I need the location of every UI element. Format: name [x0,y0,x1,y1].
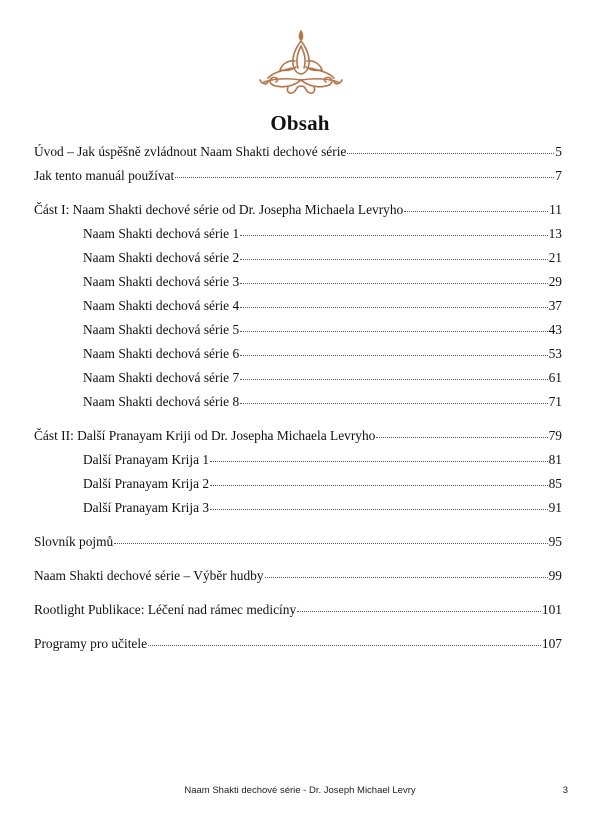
toc-entry-title: Programy pro učitele [34,636,148,651]
toc-entry-title: Naam Shakti dechová série 8 [83,394,240,409]
dot-leader [210,461,548,462]
toc-entry[interactable] [34,534,562,558]
dot-leader [175,177,554,178]
toc-entry[interactable] [34,370,562,394]
table-of-contents [34,144,562,660]
toc-entry-page: 7 [555,168,562,183]
toc-entry-title: Naam Shakti dechová série 1 [83,226,240,241]
dot-leader [240,235,547,236]
toc-entry[interactable] [34,636,562,660]
toc-entry-title: Další Pranayam Krija 3 [83,500,210,515]
toc-entry-page: 107 [541,636,562,651]
toc-entry-page: 13 [548,226,562,241]
toc-entry-title: Část I: Naam Shakti dechové série od Dr. Josepha Michaela Levryho [34,202,404,217]
toc-entry[interactable] [34,144,562,168]
dot-leader [404,211,548,212]
dot-leader [240,283,547,284]
toc-entry-page: 79 [548,428,562,443]
dot-leader [148,645,541,646]
dot-leader [210,485,548,486]
toc-entry-title: Naam Shakti dechová série 5 [83,322,240,337]
toc-entry-page: 71 [548,394,562,409]
dot-leader [347,153,554,154]
toc-entry-page: 91 [548,500,562,515]
dot-leader [240,331,547,332]
toc-entry-title: Naam Shakti dechové série – Výběr hudby [34,568,264,583]
toc-entry[interactable] [34,394,562,418]
toc-entry[interactable] [34,322,562,346]
toc-entry-title: Část II: Další Pranayam Kriji od Dr. Josepha Michaela Levryho [34,428,376,443]
toc-entry-page: 37 [548,298,562,313]
dot-leader [114,543,547,544]
dot-leader [265,577,548,578]
toc-entry[interactable] [34,274,562,298]
toc-entry-title: Naam Shakti dechová série 7 [83,370,240,385]
toc-entry-title: Rootlight Publikace: Léčení nad rámec medicíny [34,602,297,617]
toc-entry-page: 99 [548,568,562,583]
toc-entry-page: 81 [548,452,562,467]
toc-entry-page: 11 [549,202,562,217]
toc-entry-title: Naam Shakti dechová série 6 [83,346,240,361]
toc-entry-title: Další Pranayam Krija 2 [83,476,210,491]
dot-leader [240,379,547,380]
dot-leader [240,355,547,356]
toc-entry-title: Naam Shakti dechová série 4 [83,298,240,313]
page-title: Obsah [270,111,330,135]
dot-leader [240,259,547,260]
toc-entry-title: Další Pranayam Krija 1 [83,452,210,467]
toc-entry-page: 101 [541,602,562,617]
toc-entry[interactable] [34,168,562,192]
page-number: 3 [562,785,568,796]
toc-entry[interactable] [34,500,562,524]
toc-entry-page: 95 [548,534,562,549]
toc-entry-title: Jak tento manuál používat [34,168,175,183]
dot-leader [240,307,547,308]
lotus-flourish-icon [258,30,344,96]
toc-entry-title: Naam Shakti dechová série 2 [83,250,240,265]
footer-text: Naam Shakti dechové série - Dr. Joseph Michael Levry [184,785,416,796]
toc-entry[interactable] [34,476,562,500]
toc-entry-page: 5 [555,144,562,159]
toc-entry-page: 43 [548,322,562,337]
toc-entry[interactable] [34,298,562,322]
toc-entry-page: 21 [548,250,562,265]
toc-entry-title: Úvod – Jak úspěšně zvládnout Naam Shakti dechové série [34,144,347,159]
toc-entry-page: 85 [548,476,562,491]
toc-entry-title: Naam Shakti dechová série 3 [83,274,240,289]
toc-entry[interactable] [34,428,562,452]
toc-entry[interactable] [34,602,562,626]
toc-entry-page: 29 [548,274,562,289]
dot-leader [297,611,541,612]
dot-leader [210,509,548,510]
toc-entry[interactable] [34,226,562,250]
dot-leader [240,403,547,404]
toc-entry[interactable] [34,202,562,226]
toc-entry[interactable] [34,346,562,370]
toc-entry-title: Slovník pojmů [34,534,114,549]
toc-entry[interactable] [34,250,562,274]
toc-entry[interactable] [34,568,562,592]
toc-entry-page: 61 [548,370,562,385]
dot-leader [376,437,547,438]
toc-entry[interactable] [34,452,562,476]
toc-entry-page: 53 [548,346,562,361]
